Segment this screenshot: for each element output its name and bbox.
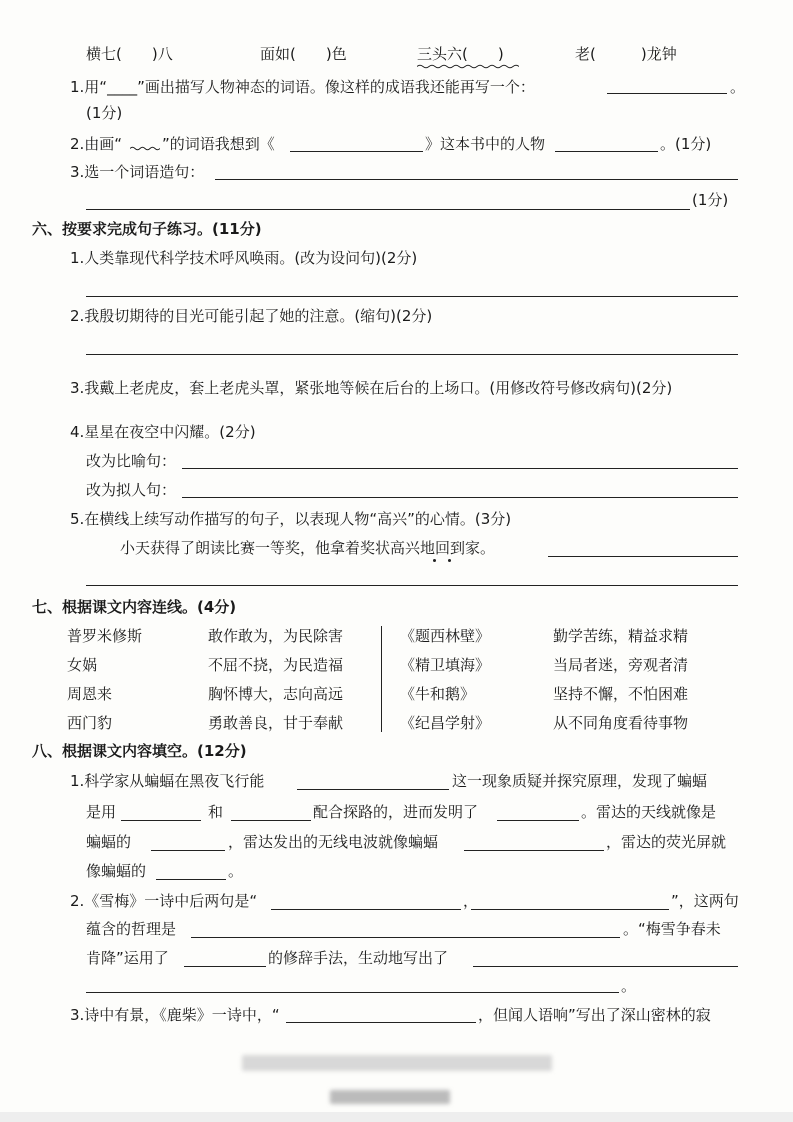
s6-q4: 4.星星在夜空中闪耀。(2分): [70, 423, 256, 441]
s8-q1-h: ，雷达发出的无线电波就像蝙蝠: [228, 833, 439, 851]
s6-q5-sentence: 小天获得了朗读比赛一等奖，他拿着奖状高兴地回到家。: [120, 539, 496, 557]
s8-q1-j: 像蝙蝠的: [86, 862, 147, 880]
s8-q1-blank-4[interactable]: [497, 820, 579, 821]
s6-q4-simile-blank[interactable]: [182, 468, 738, 469]
s6-q5-blank-1[interactable]: [548, 556, 738, 557]
s6-q5-blank-2[interactable]: [86, 585, 738, 586]
s8-q3-a: 3.诗中有景，《鹿柴》一诗中，“: [70, 1006, 280, 1024]
section6-heading: 六、按要求完成句子练习。(11分): [32, 220, 262, 238]
idiom-2: 面如( )色: [260, 45, 347, 63]
s8-q2-b: ，: [463, 892, 479, 910]
s8-q2-blank-6[interactable]: [86, 992, 619, 993]
wavy-sample: [130, 146, 160, 151]
s8-q1-blank-3[interactable]: [231, 820, 311, 821]
s5-q2-text3: 》这本书中的人物: [425, 135, 546, 153]
s7-moral-3: 坚持不懈，不怕困难: [553, 685, 689, 703]
s8-q2-g: 的修辞手法，生动地写出了: [268, 949, 449, 967]
s8-q1-blank-6[interactable]: [464, 850, 604, 851]
s8-q1-b: 这一现象质疑并探究原理，发现了蝙蝠: [452, 772, 708, 790]
s8-q2-blank-4[interactable]: [184, 966, 266, 967]
s7-name-3: 周恩来: [67, 685, 113, 703]
s8-q1-blank-5[interactable]: [151, 850, 225, 851]
s8-q1-g: 蝙蝠的: [86, 833, 132, 851]
idiom-1: 横七( )八: [86, 45, 173, 63]
s8-q1-blank-1[interactable]: [297, 789, 449, 790]
s7-poem-1: 《题西林壁》: [400, 627, 491, 645]
emphasis-dot: [448, 559, 451, 562]
s7-poem-2: 《精卫填海》: [400, 656, 491, 674]
s6-q4-personify-label: 改为拟人句：: [86, 481, 177, 499]
page-bottom-strip: [0, 1112, 793, 1122]
s5-q3-blank-2[interactable]: [86, 209, 690, 210]
s5-q1-blank[interactable]: [607, 93, 727, 94]
s8-q2-c: ”，这两句: [671, 892, 739, 910]
s8-q2-blank-5[interactable]: [473, 966, 738, 967]
s5-q3-blank-1[interactable]: [215, 179, 738, 180]
s8-q2-blank-2[interactable]: [471, 909, 669, 910]
idiom-4: 老( )龙钟: [575, 45, 677, 63]
s8-q1-f: 。雷达的天线就像是: [581, 803, 717, 821]
s8-q1-c: 是用: [86, 803, 117, 821]
s8-q2-a: 2.《雪梅》一诗中后两句是“: [70, 892, 258, 910]
s8-q2-f: 肯降”运用了: [86, 949, 169, 967]
s8-q1-blank-2[interactable]: [121, 820, 201, 821]
s7-name-4: 西门豹: [67, 714, 113, 732]
s7-moral-1: 勤学苦练，精益求精: [553, 627, 689, 645]
s7-name-2: 女娲: [67, 656, 98, 674]
s5-q2-book-blank[interactable]: [290, 151, 423, 152]
s8-q1-d: 和: [208, 803, 224, 821]
s7-name-1: 普罗米修斯: [67, 627, 143, 645]
s7-poem-3: 《牛和鹅》: [400, 685, 476, 703]
s8-q2-blank-1[interactable]: [271, 909, 461, 910]
s7-poem-4: 《纪昌学射》: [400, 714, 491, 732]
s7-trait-4: 勇敢善良，甘于奉献: [208, 714, 344, 732]
section7-heading: 七、根据课文内容连线。(4分): [32, 598, 237, 616]
s6-q4-simile-label: 改为比喻句：: [86, 452, 177, 470]
s5-q2-text1: 2.由画“: [70, 135, 123, 153]
blurred-page-number: [330, 1090, 450, 1104]
s6-q3: 3.我戴上老虎皮，套上老虎头罩，紧张地等候在后台的上场口。(用修改符号修改病句)(2分): [70, 379, 673, 397]
s8-q1-k: 。: [228, 862, 244, 880]
section8-heading: 八、根据课文内容填空。(12分): [32, 742, 247, 760]
s8-q2-h: 。: [621, 977, 637, 995]
s8-q3-b: ，但闻人语响”写出了深山密林的寂: [478, 1006, 711, 1024]
blurred-watermark: [242, 1055, 552, 1071]
s8-q3-blank-1[interactable]: [286, 1022, 476, 1023]
s7-moral-2: 当局者迷，旁观者清: [553, 656, 689, 674]
s8-q2-e: 。“梅雪争春未: [623, 920, 721, 938]
s5-q1-text: 1.用“____”画出描写人物神态的词语。像这样的成语我还能再写一个：: [70, 78, 535, 96]
s6-q2: 2.我殷切期待的目光可能引起了她的注意。(缩句)(2分): [70, 307, 433, 325]
s5-q2-text4: 。(1分): [660, 135, 712, 153]
s8-q2-d: 蕴含的哲理是: [86, 920, 177, 938]
s7-trait-2: 不屈不挠，为民造福: [208, 656, 344, 674]
idiom-3: 三头六( ): [417, 45, 504, 63]
s8-q1-a: 1.科学家从蝙蝠在黑夜飞行能: [70, 772, 265, 790]
s6-q1: 1.人类靠现代科学技术呼风唤雨。(改为设问句)(2分): [70, 249, 418, 267]
s5-q1-score: (1分): [86, 104, 123, 122]
s7-trait-3: 胸怀博大，志向高远: [208, 685, 344, 703]
wavy-underline: [417, 64, 519, 69]
s5-q1-end: 。: [730, 78, 746, 96]
s6-q4-personify-blank[interactable]: [182, 497, 738, 498]
emphasis-dot: [433, 559, 436, 562]
s6-q5: 5.在横线上续写动作描写的句子，以表现人物“高兴”的心情。(3分): [70, 510, 512, 528]
s5-q3-text: 3.选一个词语造句：: [70, 163, 205, 181]
s7-moral-4: 从不同角度看待事物: [553, 714, 689, 732]
s5-q3-score: (1分): [692, 191, 729, 209]
s6-q2-answer[interactable]: [86, 354, 738, 355]
s8-q1-blank-7[interactable]: [156, 879, 226, 880]
s5-q2-person-blank[interactable]: [555, 151, 658, 152]
s6-q1-answer[interactable]: [86, 296, 738, 297]
column-divider: [381, 626, 382, 732]
s5-q2-text2: ”的词语我想到《: [162, 135, 275, 153]
s7-trait-1: 敢作敢为，为民除害: [208, 627, 344, 645]
s8-q1-i: ，雷达的荧光屏就: [606, 833, 727, 851]
s8-q1-e: 配合探路的，进而发明了: [313, 803, 479, 821]
s8-q2-blank-3[interactable]: [191, 937, 620, 938]
